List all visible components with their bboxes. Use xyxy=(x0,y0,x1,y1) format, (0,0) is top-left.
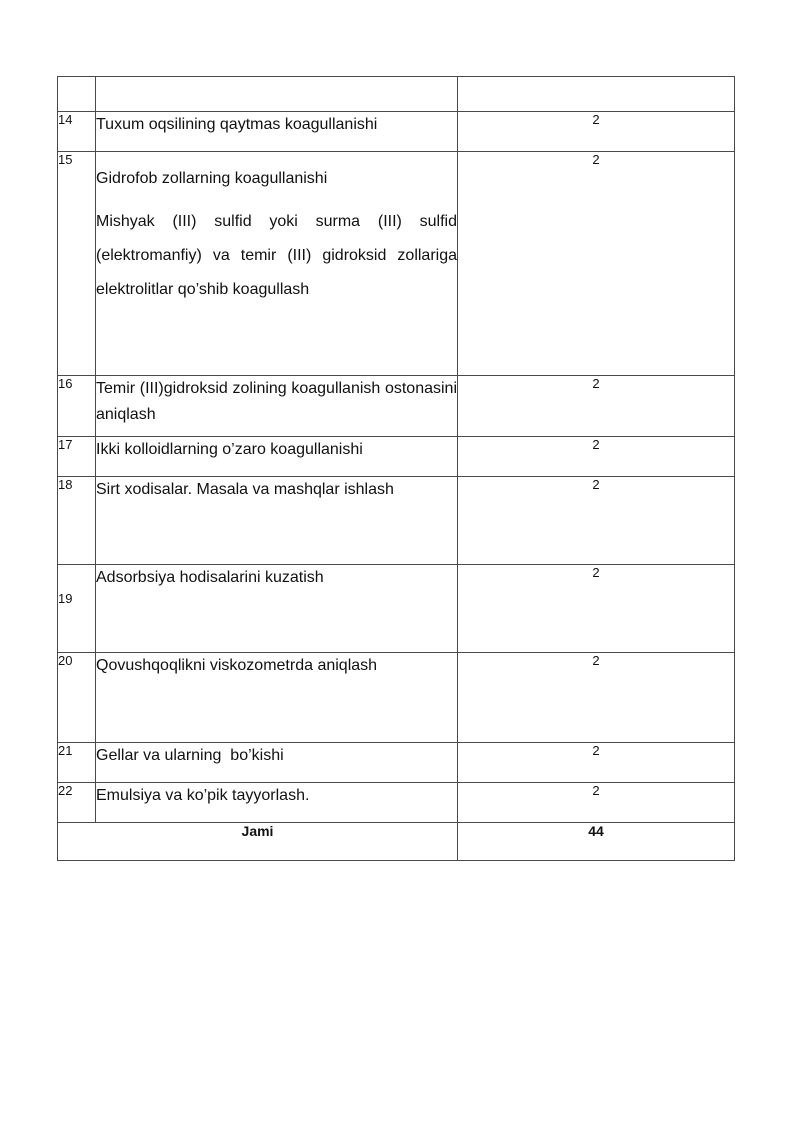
table-row xyxy=(58,565,735,653)
table-row xyxy=(58,152,735,376)
total-value: 44 xyxy=(458,823,735,861)
row-topic: Tuxum oqsilining qaytmas koagullanishi xyxy=(96,112,458,152)
row-hours: 2 xyxy=(458,743,735,783)
row-topic: Qovushqoqlikni viskozometrda aniqlash xyxy=(96,653,458,743)
row-topic-detail: Mishyak (III) sulfid yoki surma (III) sulfid (elektromanfiy) va temir (III) gidroksid zollariga elektrolitlar qo’shib koagullash xyxy=(96,213,457,298)
row-topic: Gidrofob zollarning koagullanishi xyxy=(96,170,328,187)
row-hours: 2 xyxy=(458,152,735,376)
row-number: 14 xyxy=(58,112,96,152)
row-topic: Emulsiya va ko’pik tayyorlash. xyxy=(96,783,458,823)
total-label: Jami xyxy=(58,823,458,861)
table-row xyxy=(58,653,735,743)
table-row xyxy=(58,783,735,823)
row-topic: Sirt xodisalar. Masala va mashqlar ishlash xyxy=(96,477,458,565)
row-number: 20 xyxy=(58,653,96,743)
table-row xyxy=(58,743,735,783)
total-row xyxy=(58,823,735,861)
row-number: 18 xyxy=(58,477,96,565)
row-number: 16 xyxy=(58,376,96,437)
row-topic: Temir (III)gidroksid zolining koagullanish ostonasini aniqlash xyxy=(96,376,458,437)
row-topic-cell xyxy=(96,152,458,376)
table-row xyxy=(58,112,735,152)
row-topic: Gellar va ularning bo’kishi xyxy=(96,743,458,783)
row-number: 22 xyxy=(58,783,96,823)
table-row xyxy=(58,437,735,477)
table-row xyxy=(58,477,735,565)
row-hours: 2 xyxy=(458,653,735,743)
row-hours: 2 xyxy=(458,783,735,823)
row-topic: Adsorbsiya hodisalarini kuzatish xyxy=(96,565,458,653)
table-header-row xyxy=(58,77,735,112)
row-hours: 2 xyxy=(458,376,735,437)
lab-schedule-table xyxy=(57,76,735,861)
row-topic: Ikki kolloidlarning o’zaro koagullanishi xyxy=(96,437,458,477)
header-num-cell xyxy=(58,77,96,112)
row-number: 21 xyxy=(58,743,96,783)
row-hours: 2 xyxy=(458,477,735,565)
row-hours: 2 xyxy=(458,437,735,477)
row-number: 15 xyxy=(58,152,96,376)
row-hours: 2 xyxy=(458,112,735,152)
row-number: 19 xyxy=(58,565,96,653)
table-row xyxy=(58,376,735,437)
header-hours-cell xyxy=(458,77,735,112)
row-hours: 2 xyxy=(458,565,735,653)
row-number: 17 xyxy=(58,437,96,477)
header-topic-cell xyxy=(96,77,458,112)
